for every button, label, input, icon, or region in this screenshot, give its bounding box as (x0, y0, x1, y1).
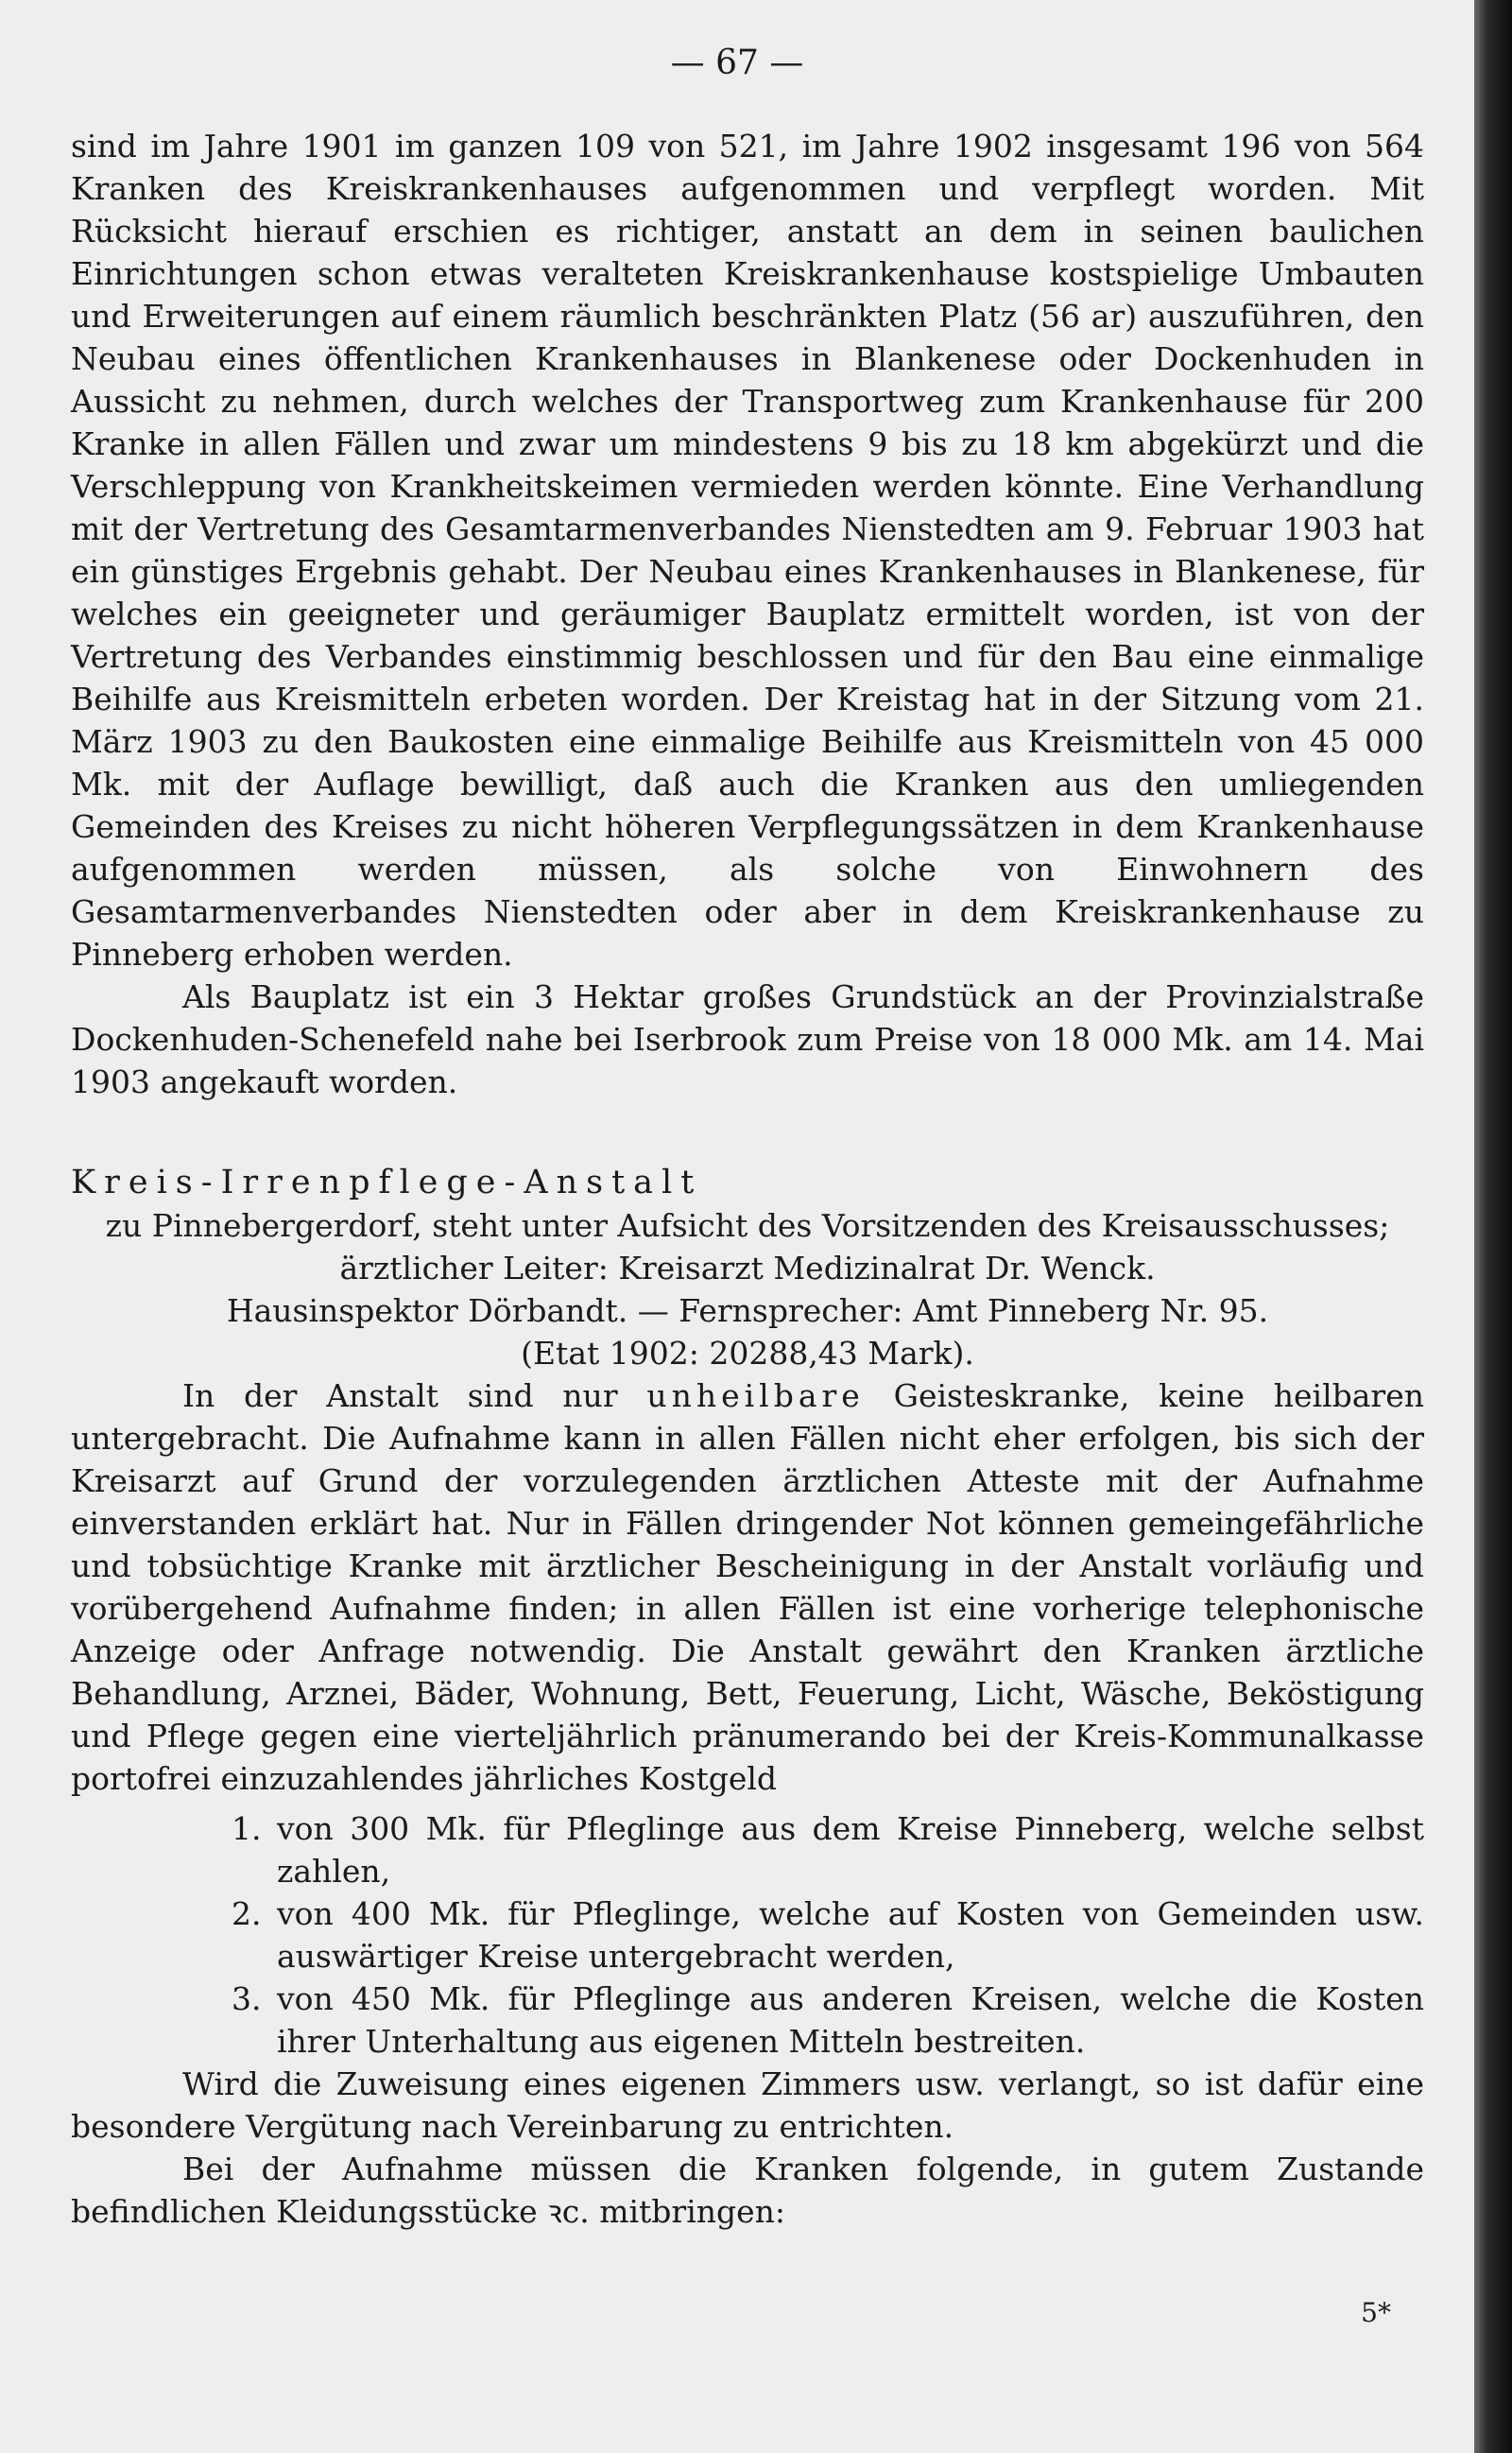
section-heading: Kreis-Irrenpflege-Anstalt (71, 1164, 703, 1201)
list-item (232, 1892, 1424, 1978)
signature-mark: 5* (1361, 2297, 1391, 2328)
list-item-text: von 400 Mk. für Pfleglinge, welche auf Kosten von Gemeinden usw. auswärtiger Kreise untergebracht werden, (277, 1895, 1424, 1975)
list-item (232, 1807, 1424, 1892)
paragraph-clothing: Bei der Aufnahme müssen die Kranken folgende, in gutem Zustande befindlichen Kleidungsstücke ꝛc. mitbringen: (71, 2151, 1424, 2230)
list-item (232, 1978, 1424, 2063)
paragraph-private-room: Wird die Zuweisung eines eigenen Zimmers usw. verlangt, so ist dafür eine besondere Vergütung nach Vereinbarung zu entrichten. (71, 2065, 1424, 2145)
list-item-text: von 450 Mk. für Pfleglinge aus anderen Kreisen, welche die Kosten ihrer Unterhaltung aus eigenen Mitteln bestreiten. (277, 1980, 1424, 2060)
paragraph-hospital-history: sind im Jahre 1901 im ganzen 109 von 521, im Jahre 1902 insgesamt 196 von 564 Kranken des Kreiskrankenhauses aufgenommen und verpflegt worden. Mit Rücksicht hierauf erschien es richtiger, anstatt an dem in seinen baulichen Einrichtungen schon etwas veralteten Kreiskrankenhause kostspielige Umbauten und Erweiterungen auf einem räumlich beschränkten Platz (56 ar) auszuführen, den Neubau eines öffentlichen Krankenhauses in Blankenese oder Dockenhuden in Aussicht zu nehmen, durch welches der Transportweg zum Krankenhause für 200 Kranke in allen Fällen und zwar um mindestens 9 bis zu 18 km abgekürzt und die Verschleppung von Krankheitskeimen vermieden werden könnte. Eine Verhandlung mit der Vertretung des Gesamtarmenverbandes Nienstedten am 9. Februar 1903 hat ein günstiges Ergebnis gehabt. Der Neubau eines Krankenhauses in Blankenese, für welches ein geeigneter und geräumiger Bauplatz ermittelt worden, ist von der Vertretung des Verbandes einstimmig beschlossen und für den Bau eine einmalige Beihilfe aus Kreismitteln erbeten worden. Der Kreistag hat in der Sitzung vom 21. März 1903 zu den Baukosten eine einmalige Beihilfe aus Kreismitteln von 45 000 Mk. mit der Auflage bewilligt, daß auch die Kranken aus den umliegenden Gemeinden des Kreises zu nicht höheren Verpflegungssätzen in dem Krankenhause aufgenommen werden müssen, als solche von Einwohnern des Gesamtarmenverbandes Nienstedten oder aber in dem Kreiskrankenhause zu Pinneberg erhoben werden. (71, 128, 1424, 973)
paragraph-admission-rules (71, 1374, 1424, 1800)
list-item-text: von 300 Mk. für Pfleglinge aus dem Kreise Pinneberg, welche selbst zahlen, (277, 1810, 1424, 1890)
paragraph-building-site: Als Bauplatz ist ein 3 Hektar großes Grundstück an der Provinzialstraße Dockenhuden-Schenefeld nahe bei Iserbrook zum Preise von 18 000 Mk. am 14. Mai 1903 angekauft worden. (71, 978, 1424, 1100)
list-item-number: 2. (232, 1895, 262, 1932)
page-content (71, 125, 1424, 2233)
page-number: — 67 — (670, 43, 804, 82)
section-spacer (71, 1103, 1424, 1162)
admission-text-rest: Geisteskranke, keine heilbaren untergebracht. Die Aufnahme kann in allen Fällen nicht eher erfolgen, bis sich der Kreisarzt auf Grund der vorzulegenden ärztlichen Atteste mit der Aufnahme einverstanden erklärt hat. Nur in Fällen dringender Not können gemeingefährliche und tobsüchtige Kranke mit ärztlicher Bescheinigung in der Anstalt vorläufig und vorübergehend Aufnahme finden; in allen Fällen ist eine vorherige telephonische Anzeige oder Anfrage notwendig. Die Anstalt gewährt den Kranken ärztliche Behandlung, Arznei, Bäder, Wohnung, Bett, Feuerung, Licht, Wäsche, Beköstigung und Pflege gegen eine vierteljährlich pränumerando bei der Kreis-Kommunalkasse portofrei einzuzahlendes jährliches Kostgeld (71, 1377, 1424, 1797)
list-item-number: 1. (232, 1810, 262, 1847)
emphasis-unheilbare: unheilbare (646, 1377, 865, 1414)
fee-list (232, 1807, 1424, 2063)
institution-contact: Hausinspektor Dörbandt. — Fernsprecher: Amt Pinneberg Nr. 95. (226, 1292, 1269, 1329)
list-item-number: 3. (232, 1980, 262, 2017)
admission-text-start: In der Anstalt sind nur (182, 1377, 647, 1414)
institution-supervision: zu Pinnebergerdorf, steht unter Aufsicht des Vorsitzenden des Kreisausschusses; ärztlicher Leiter: Kreisarzt Medizinalrat Dr. Wenck. (105, 1207, 1390, 1287)
page-edge-shadow (1474, 0, 1512, 2453)
institution-budget: (Etat 1902: 20288,43 Mark). (521, 1335, 974, 1372)
